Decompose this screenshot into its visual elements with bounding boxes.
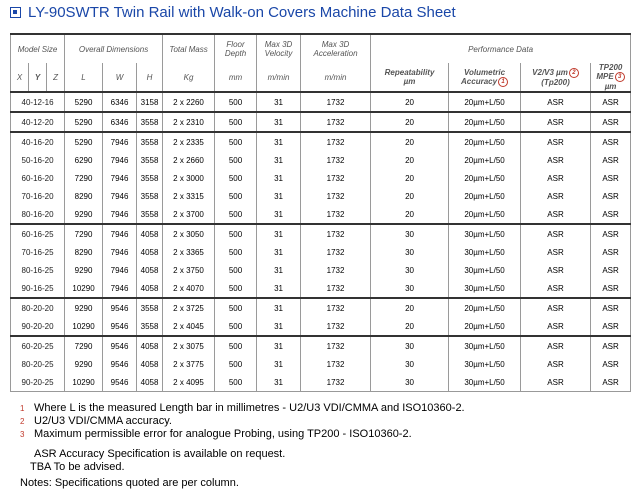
cell-model: 90-16-25: [11, 279, 65, 298]
cell-acceleration: 1732: [301, 373, 371, 392]
cell-model: 40-12-16: [11, 92, 65, 112]
cell-model: 80-16-20: [11, 205, 65, 224]
cell-width: 7946: [103, 279, 137, 298]
cell-velocity: 31: [257, 373, 301, 392]
cell-acceleration: 1732: [301, 92, 371, 112]
cell-height: 4058: [137, 279, 163, 298]
cell-v2v3: ASR: [521, 169, 591, 187]
cell-velocity: 31: [257, 187, 301, 205]
page-title-bar: [10, 2, 456, 22]
cell-velocity: 31: [257, 317, 301, 336]
cell-height: 4058: [137, 224, 163, 243]
l-header: L: [65, 63, 103, 92]
cell-tp200: ASR: [591, 112, 631, 132]
cell-v2v3: ASR: [521, 261, 591, 279]
cell-tp200: ASR: [591, 336, 631, 355]
page-title: LY-90SWTR Twin Rail with Walk-on Covers Machine Data Sheet: [28, 3, 456, 21]
cell-acceleration: 1732: [301, 336, 371, 355]
cell-tp200: ASR: [591, 187, 631, 205]
cell-tp200: ASR: [591, 243, 631, 261]
cell-model: 40-12-20: [11, 112, 65, 132]
cell-floor-depth: 500: [215, 373, 257, 392]
cell-mass: 2 x 3000: [163, 169, 215, 187]
cell-length: 7290: [65, 169, 103, 187]
cell-volumetric: 20µm+L/50: [449, 169, 521, 187]
cell-velocity: 31: [257, 224, 301, 243]
cell-width: 7946: [103, 261, 137, 279]
cell-acceleration: 1732: [301, 279, 371, 298]
cell-floor-depth: 500: [215, 336, 257, 355]
v2v3-header: V2/V3 µm 2 (Tp200): [521, 63, 591, 92]
cell-velocity: 31: [257, 243, 301, 261]
table-row: [11, 298, 631, 317]
cell-floor-depth: 500: [215, 224, 257, 243]
cell-tp200: ASR: [591, 279, 631, 298]
tba-note: TBA To be advised.: [30, 461, 125, 473]
cell-height: 3558: [137, 169, 163, 187]
cell-volumetric: 30µm+L/50: [449, 261, 521, 279]
cell-v2v3: ASR: [521, 112, 591, 132]
cell-model: 40-16-20: [11, 132, 65, 151]
cell-tp200: ASR: [591, 151, 631, 169]
cell-repeatability: 20: [371, 132, 449, 151]
cell-v2v3: ASR: [521, 336, 591, 355]
cell-velocity: 31: [257, 336, 301, 355]
cell-volumetric: 20µm+L/50: [449, 317, 521, 336]
cell-model: 60-20-25: [11, 336, 65, 355]
cell-repeatability: 20: [371, 205, 449, 224]
cell-length: 10290: [65, 373, 103, 392]
cell-width: 7946: [103, 151, 137, 169]
cell-length: 10290: [65, 317, 103, 336]
cell-repeatability: 20: [371, 112, 449, 132]
cell-mass: 2 x 3075: [163, 336, 215, 355]
cell-mass: 2 x 2260: [163, 92, 215, 112]
cell-repeatability: 20: [371, 298, 449, 317]
cell-velocity: 31: [257, 261, 301, 279]
footnote-1: 1 Where L is the measured Length bar in millimetres - U2/U3 VDI/CMMA and ISO10360-2.: [20, 402, 465, 414]
cell-v2v3: ASR: [521, 355, 591, 373]
cell-repeatability: 20: [371, 187, 449, 205]
cell-mass: 2 x 3750: [163, 261, 215, 279]
table-row: [11, 132, 631, 151]
cell-repeatability: 30: [371, 373, 449, 392]
cell-length: 10290: [65, 279, 103, 298]
cell-volumetric: 20µm+L/50: [449, 151, 521, 169]
cell-height: 4058: [137, 336, 163, 355]
table-row: [11, 279, 631, 298]
cell-volumetric: 20µm+L/50: [449, 112, 521, 132]
cell-length: 9290: [65, 298, 103, 317]
cell-v2v3: ASR: [521, 132, 591, 151]
cell-mass: 2 x 3050: [163, 224, 215, 243]
cell-tp200: ASR: [591, 205, 631, 224]
cell-volumetric: 20µm+L/50: [449, 132, 521, 151]
cell-floor-depth: 500: [215, 355, 257, 373]
table-row: [11, 224, 631, 243]
cell-volumetric: 30µm+L/50: [449, 243, 521, 261]
cell-model: 60-16-20: [11, 169, 65, 187]
cell-acceleration: 1732: [301, 205, 371, 224]
cell-model: 70-16-20: [11, 187, 65, 205]
cell-floor-depth: 500: [215, 317, 257, 336]
cell-height: 3558: [137, 112, 163, 132]
cell-acceleration: 1732: [301, 151, 371, 169]
cell-v2v3: ASR: [521, 224, 591, 243]
cell-acceleration: 1732: [301, 169, 371, 187]
cell-width: 7946: [103, 224, 137, 243]
cell-velocity: 31: [257, 169, 301, 187]
cell-floor-depth: 500: [215, 112, 257, 132]
cell-mass: 2 x 3725: [163, 298, 215, 317]
cell-model: 50-16-20: [11, 151, 65, 169]
y-header: Y: [29, 63, 47, 92]
total-mass-header: Total Mass: [163, 34, 215, 63]
cell-volumetric: 20µm+L/50: [449, 205, 521, 224]
cell-velocity: 31: [257, 92, 301, 112]
cell-width: 9546: [103, 373, 137, 392]
mm-header: mm: [215, 63, 257, 92]
cell-velocity: 31: [257, 355, 301, 373]
cell-velocity: 31: [257, 151, 301, 169]
cell-length: 8290: [65, 243, 103, 261]
cell-v2v3: ASR: [521, 92, 591, 112]
cell-v2v3: ASR: [521, 151, 591, 169]
performance-header: Performance Data: [371, 34, 631, 63]
cell-width: 9546: [103, 317, 137, 336]
table-row: [11, 355, 631, 373]
cell-acceleration: 1732: [301, 261, 371, 279]
table-row: [11, 373, 631, 392]
cell-width: 7946: [103, 205, 137, 224]
cell-length: 7290: [65, 224, 103, 243]
cell-v2v3: ASR: [521, 298, 591, 317]
cell-mass: 2 x 2310: [163, 112, 215, 132]
w-header: W: [103, 63, 137, 92]
cell-length: 7290: [65, 336, 103, 355]
cell-repeatability: 30: [371, 355, 449, 373]
cell-acceleration: 1732: [301, 298, 371, 317]
cell-floor-depth: 500: [215, 151, 257, 169]
cell-mass: 2 x 2335: [163, 132, 215, 151]
table-row: [11, 336, 631, 355]
cell-length: 5290: [65, 112, 103, 132]
cell-height: 3558: [137, 132, 163, 151]
cell-v2v3: ASR: [521, 243, 591, 261]
cell-repeatability: 30: [371, 261, 449, 279]
cell-height: 3558: [137, 187, 163, 205]
volumetric-header: Volumetric Accuracy 1: [449, 63, 521, 92]
cell-acceleration: 1732: [301, 224, 371, 243]
footnote-3: 3 Maximum permissible error for analogue Probing, using TP200 - ISO10360-2.: [20, 428, 412, 440]
cell-tp200: ASR: [591, 261, 631, 279]
cell-model: 90-20-20: [11, 317, 65, 336]
mmin2-header: m/min: [301, 63, 371, 92]
cell-tp200: ASR: [591, 92, 631, 112]
cell-floor-depth: 500: [215, 298, 257, 317]
cell-repeatability: 30: [371, 279, 449, 298]
repeatability-header: Repeatability µm: [371, 63, 449, 92]
cell-height: 3558: [137, 317, 163, 336]
cell-floor-depth: 500: [215, 243, 257, 261]
cell-length: 8290: [65, 187, 103, 205]
cell-length: 9290: [65, 261, 103, 279]
model-size-header: Model Size: [11, 34, 65, 63]
cell-mass: 2 x 4095: [163, 373, 215, 392]
cell-tp200: ASR: [591, 298, 631, 317]
cell-height: 4058: [137, 355, 163, 373]
cell-volumetric: 20µm+L/50: [449, 298, 521, 317]
table-row: [11, 243, 631, 261]
cell-height: 3558: [137, 205, 163, 224]
cell-length: 6290: [65, 151, 103, 169]
cell-floor-depth: 500: [215, 92, 257, 112]
cell-tp200: ASR: [591, 317, 631, 336]
table-row: [11, 92, 631, 112]
cell-tp200: ASR: [591, 355, 631, 373]
cell-model: 70-16-25: [11, 243, 65, 261]
cell-velocity: 31: [257, 205, 301, 224]
cell-volumetric: 20µm+L/50: [449, 187, 521, 205]
cell-acceleration: 1732: [301, 187, 371, 205]
cell-width: 7946: [103, 132, 137, 151]
cell-model: 80-20-20: [11, 298, 65, 317]
cell-floor-depth: 500: [215, 261, 257, 279]
cell-height: 4058: [137, 261, 163, 279]
cell-mass: 2 x 4045: [163, 317, 215, 336]
note-3-marker: 3: [615, 72, 625, 82]
square-bullet-icon: [10, 7, 21, 18]
cell-mass: 2 x 3365: [163, 243, 215, 261]
cell-height: 3158: [137, 92, 163, 112]
note-1-marker: 1: [498, 77, 508, 87]
cell-velocity: 31: [257, 298, 301, 317]
cell-acceleration: 1732: [301, 112, 371, 132]
cell-mass: 2 x 2660: [163, 151, 215, 169]
cell-height: 3558: [137, 298, 163, 317]
overall-dimensions-header: Overall Dimensions: [65, 34, 163, 63]
cell-model: 90-20-25: [11, 373, 65, 392]
asr-note: ASR Accuracy Specification is available on request.: [34, 448, 286, 460]
cell-width: 6346: [103, 112, 137, 132]
max-velocity-header: Max 3D Velocity: [257, 34, 301, 63]
cell-v2v3: ASR: [521, 205, 591, 224]
cell-volumetric: 30µm+L/50: [449, 224, 521, 243]
cell-height: 3558: [137, 151, 163, 169]
cell-repeatability: 20: [371, 151, 449, 169]
cell-volumetric: 30µm+L/50: [449, 373, 521, 392]
cell-floor-depth: 500: [215, 187, 257, 205]
z-header: Z: [47, 63, 65, 92]
cell-length: 5290: [65, 92, 103, 112]
cell-v2v3: ASR: [521, 187, 591, 205]
table-row: [11, 169, 631, 187]
cell-v2v3: ASR: [521, 373, 591, 392]
cell-width: 7946: [103, 187, 137, 205]
cell-tp200: ASR: [591, 132, 631, 151]
x-header: X: [11, 63, 29, 92]
cell-width: 9546: [103, 298, 137, 317]
note-2-marker: 2: [569, 68, 579, 78]
cell-repeatability: 30: [371, 336, 449, 355]
cell-velocity: 31: [257, 279, 301, 298]
table-row: [11, 112, 631, 132]
cell-tp200: ASR: [591, 373, 631, 392]
cell-acceleration: 1732: [301, 317, 371, 336]
cell-height: 4058: [137, 243, 163, 261]
tp200-header: TP200 MPE 3 µm: [591, 63, 631, 92]
cell-floor-depth: 500: [215, 132, 257, 151]
cell-length: 9290: [65, 205, 103, 224]
cell-width: 6346: [103, 92, 137, 112]
cell-width: 7946: [103, 169, 137, 187]
cell-velocity: 31: [257, 132, 301, 151]
cell-floor-depth: 500: [215, 205, 257, 224]
cell-tp200: ASR: [591, 224, 631, 243]
cell-acceleration: 1732: [301, 132, 371, 151]
cell-width: 9546: [103, 336, 137, 355]
cell-mass: 2 x 3315: [163, 187, 215, 205]
footnotes: [20, 402, 630, 441]
floor-depth-header: Floor Depth: [215, 34, 257, 63]
data-sheet-table: [10, 33, 631, 392]
table-row: [11, 151, 631, 169]
cell-volumetric: 20µm+L/50: [449, 92, 521, 112]
cell-volumetric: 30µm+L/50: [449, 355, 521, 373]
cell-width: 7946: [103, 243, 137, 261]
cell-height: 4058: [137, 373, 163, 392]
table-row: [11, 261, 631, 279]
cell-mass: 2 x 3700: [163, 205, 215, 224]
cell-floor-depth: 500: [215, 279, 257, 298]
cell-length: 5290: [65, 132, 103, 151]
table-row: [11, 205, 631, 224]
cell-tp200: ASR: [591, 169, 631, 187]
mmin-header: m/min: [257, 63, 301, 92]
cell-width: 9546: [103, 355, 137, 373]
kg-header: Kg: [163, 63, 215, 92]
spec-note: Notes: Specifications quoted are per column.: [20, 477, 239, 489]
cell-acceleration: 1732: [301, 355, 371, 373]
cell-floor-depth: 500: [215, 169, 257, 187]
cell-model: 80-20-25: [11, 355, 65, 373]
cell-volumetric: 30µm+L/50: [449, 336, 521, 355]
cell-repeatability: 20: [371, 169, 449, 187]
h-header: H: [137, 63, 163, 92]
cell-volumetric: 30µm+L/50: [449, 279, 521, 298]
cell-velocity: 31: [257, 112, 301, 132]
footnote-2: 2 U2/U3 VDI/CMMA accuracy.: [20, 415, 172, 427]
cell-v2v3: ASR: [521, 317, 591, 336]
cell-acceleration: 1732: [301, 243, 371, 261]
cell-repeatability: 30: [371, 243, 449, 261]
table-row: [11, 187, 631, 205]
cell-model: 60-16-25: [11, 224, 65, 243]
cell-repeatability: 20: [371, 317, 449, 336]
table-row: [11, 317, 631, 336]
cell-mass: 2 x 4070: [163, 279, 215, 298]
cell-v2v3: ASR: [521, 279, 591, 298]
cell-repeatability: 30: [371, 224, 449, 243]
max-accel-header: Max 3D Acceleration: [301, 34, 371, 63]
cell-repeatability: 20: [371, 92, 449, 112]
cell-mass: 2 x 3775: [163, 355, 215, 373]
cell-model: 80-16-25: [11, 261, 65, 279]
cell-length: 9290: [65, 355, 103, 373]
